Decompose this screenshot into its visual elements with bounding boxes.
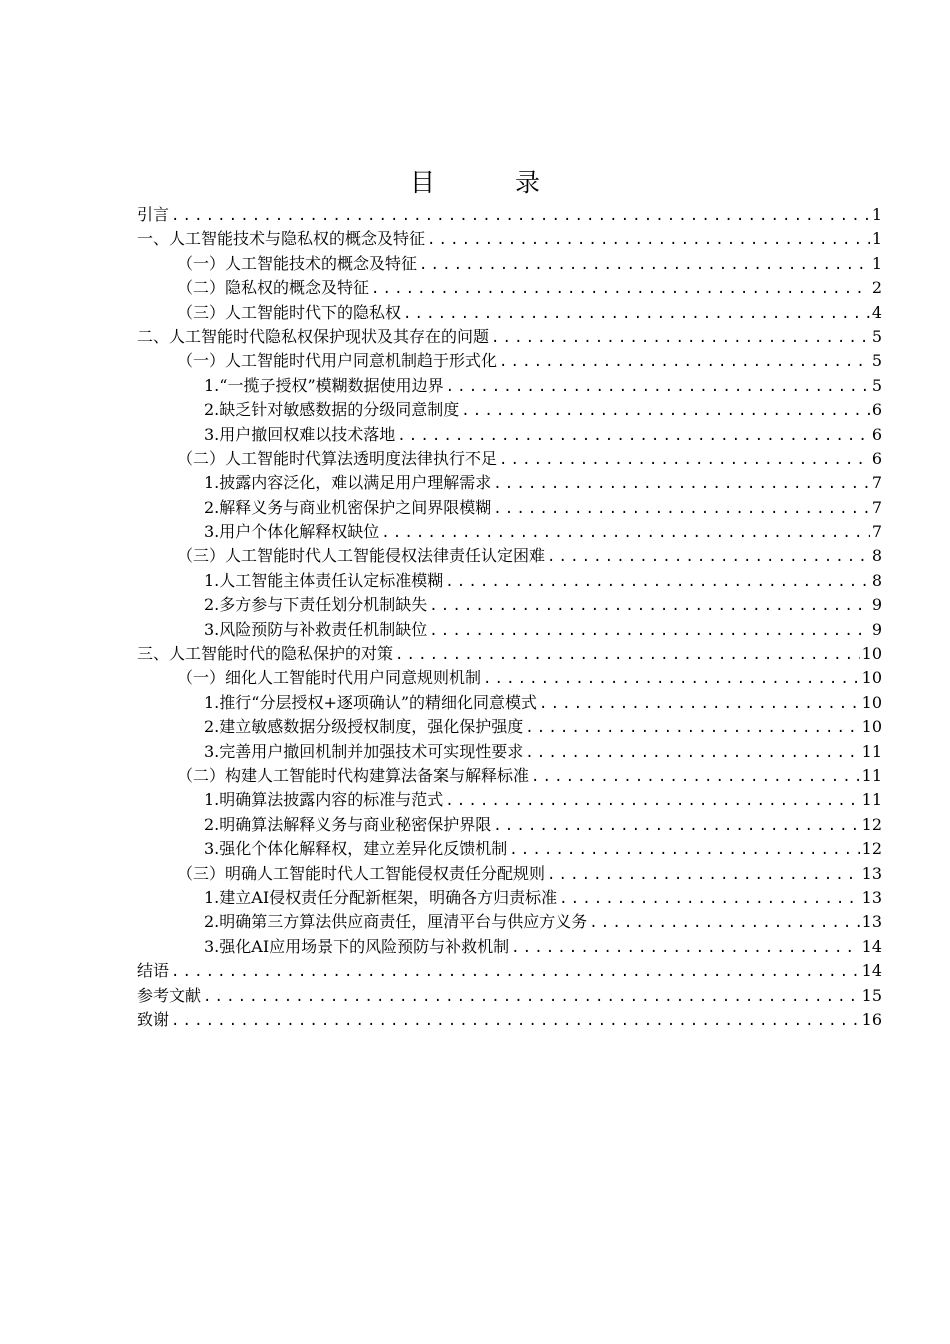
toc-entry-page-number: 13 [861, 887, 882, 907]
toc-entry-page-number: 1 [871, 253, 882, 273]
toc-entry-label: 2.建立敏感数据分级授权制度，强化保护强度 [204, 717, 524, 737]
toc-entry-page-number: 10 [861, 644, 882, 664]
toc-dot-leader [171, 960, 860, 984]
toc-entry[interactable] [137, 227, 882, 251]
toc-entry-label: 1.人工智能主体责任认定标准模糊 [204, 570, 444, 590]
toc-entry-page-number: 5 [871, 375, 882, 395]
toc-entry[interactable] [137, 886, 882, 910]
toc-dot-leader [445, 789, 859, 813]
toc-entry[interactable] [137, 276, 882, 300]
toc-entry[interactable] [137, 837, 882, 861]
toc-entry[interactable] [137, 813, 882, 837]
toc-entry-page-number: 10 [861, 717, 882, 737]
toc-entry-label: 二、人工智能时代隐私权保护现状及其存在的问题 [137, 326, 490, 346]
toc-entry-label: 结语 [137, 961, 170, 981]
toc-dot-leader [371, 277, 870, 301]
toc-entry-label: 1.披露内容泛化，难以满足用户理解需求 [204, 473, 492, 493]
toc-entry-page-number: 6 [871, 424, 882, 444]
toc-entry-label: 引言 [137, 205, 170, 224]
toc-entry-label: 3.用户个体化解释权缺位 [204, 522, 380, 542]
toc-entry-page-number: 11 [861, 790, 882, 810]
toc-entry-label: （一）细化人工智能时代用户同意规则机制 [177, 668, 482, 688]
toc-dot-leader [493, 814, 859, 838]
toc-dot-leader [203, 985, 860, 1009]
toc-entry-page-number: 2 [871, 278, 882, 298]
toc-entry-page-number: 1 [871, 205, 882, 224]
toc-entry-page-number: 10 [861, 668, 882, 688]
toc-entry[interactable] [137, 1008, 882, 1032]
toc-entry[interactable] [137, 569, 882, 593]
toc-entry-page-number: 13 [861, 863, 882, 883]
toc-dot-leader [461, 399, 870, 423]
toc-entry-label: （二）构建人工智能时代构建算法备案与解释标准 [177, 765, 530, 785]
toc-entry-label: （三）明确人工智能时代人工智能侵权责任分配规则 [177, 863, 546, 883]
toc-entry-page-number: 5 [871, 351, 882, 371]
toc-entry-label: 1.建立AI侵权责任分配新框架，明确各方归责标准 [204, 887, 558, 907]
toc-entry-page-number: 9 [871, 619, 882, 639]
toc-entry-page-number: 4 [871, 302, 882, 322]
toc-entry-label: 2.多方参与下责任划分机制缺失 [204, 595, 428, 615]
toc-entry[interactable] [137, 423, 882, 447]
toc-entry-label: 2.缺乏针对敏感数据的分级同意制度 [204, 400, 460, 420]
toc-entry-page-number: 16 [861, 1009, 882, 1029]
toc-dot-leader [525, 741, 859, 765]
toc-entry-label: （三）人工智能时代下的隐私权 [177, 302, 402, 322]
toc-entry[interactable] [137, 544, 882, 568]
toc-dot-leader [171, 1009, 860, 1033]
toc-entry-label: （三）人工智能时代人工智能侵权法律责任认定困难 [177, 546, 546, 566]
toc-entry-page-number: 6 [871, 448, 882, 468]
toc-entry-page-number: 14 [861, 961, 882, 981]
toc-entry[interactable] [137, 935, 882, 959]
toc-entry-page-number: 1 [871, 229, 882, 249]
toc-dot-leader [395, 643, 860, 667]
toc-entry-label: 3.用户撤回权难以技术落地 [204, 424, 396, 444]
toc-entry[interactable] [137, 252, 882, 276]
toc-entry[interactable] [137, 471, 882, 495]
toc-entry[interactable] [137, 666, 882, 690]
toc-entry[interactable] [137, 788, 882, 812]
toc-dot-leader [511, 936, 859, 960]
toc-entry-label: 3.强化AI应用场景下的风险预防与补救机制 [204, 936, 510, 956]
toc-dot-leader [483, 667, 860, 691]
toc-dot-leader [539, 692, 860, 716]
toc-entry[interactable] [137, 691, 882, 715]
toc-entry-label: 1.明确算法披露内容的标准与范式 [204, 790, 444, 810]
toc-entry-label: （一）人工智能技术的概念及特征 [177, 253, 418, 273]
toc-dot-leader [419, 253, 870, 277]
toc-dot-leader [531, 765, 860, 789]
toc-dot-leader [429, 594, 870, 618]
toc-entry[interactable] [137, 325, 882, 349]
toc-entry-page-number: 7 [871, 522, 882, 542]
toc-entry-label: 致谢 [137, 1009, 170, 1029]
toc-dot-leader [525, 716, 859, 740]
toc-entry-page-number: 13 [861, 912, 882, 932]
toc-entry-label: 3.风险预防与补救责任机制缺位 [204, 619, 428, 639]
toc-entry-page-number: 8 [871, 570, 882, 590]
toc-entry-label: （二）人工智能时代算法透明度法律执行不足 [177, 448, 498, 468]
toc-dot-leader [559, 887, 859, 911]
toc-entry-label: 1.推行“分层授权+逐项确认”的精细化同意模式 [204, 692, 538, 712]
toc-dot-leader [499, 350, 870, 374]
toc-entry[interactable] [137, 740, 882, 764]
toc-entry-label: 参考文献 [137, 985, 202, 1005]
toc-dot-leader [446, 375, 870, 399]
toc-dot-leader [589, 911, 859, 935]
toc-entry-label: 三、人工智能时代的隐私保护的对策 [137, 644, 394, 664]
toc-dot-leader [499, 448, 870, 472]
toc-dot-leader [429, 619, 870, 643]
toc-entry-label: 2.解释义务与商业机密保护之间界限模糊 [204, 497, 492, 517]
toc-entry[interactable] [137, 301, 882, 325]
toc-entry-page-number: 10 [861, 692, 882, 712]
toc-entry-page-number: 14 [861, 936, 882, 956]
toc-entry-label: 2.明确第三方算法供应商责任，厘清平台与供应方义务 [204, 912, 588, 932]
toc-entry-page-number: 9 [871, 595, 882, 615]
toc-entry-label: 3.强化个体化解释权，建立差异化反馈机制 [204, 839, 508, 859]
toc-entry-page-number: 8 [871, 546, 882, 566]
toc-dot-leader [509, 838, 859, 862]
toc-dot-leader [171, 204, 870, 228]
table-of-contents [137, 203, 882, 1032]
toc-dot-leader [493, 472, 870, 496]
toc-entry[interactable] [137, 984, 882, 1008]
toc-entry-page-number: 6 [871, 400, 882, 420]
toc-dot-leader [445, 570, 870, 594]
toc-entry-page-number: 12 [861, 839, 882, 859]
toc-entry[interactable] [137, 910, 882, 934]
toc-dot-leader [403, 302, 870, 326]
toc-entry[interactable] [137, 715, 882, 739]
toc-entry-label: 一、人工智能技术与隐私权的概念及特征 [137, 229, 426, 249]
toc-dot-leader [547, 545, 870, 569]
toc-entry-page-number: 11 [861, 741, 882, 761]
toc-entry-page-number: 11 [861, 765, 882, 785]
toc-entry[interactable] [137, 447, 882, 471]
toc-dot-leader [493, 497, 870, 521]
toc-dot-leader [491, 326, 870, 350]
toc-dot-leader [547, 863, 860, 887]
toc-entry-label: 2.明确算法解释义务与商业秘密保护界限 [204, 814, 492, 834]
toc-entry-page-number: 7 [871, 497, 882, 517]
toc-entry[interactable] [137, 959, 882, 983]
toc-dot-leader [427, 228, 870, 252]
toc-entry-page-number: 15 [861, 985, 882, 1005]
toc-entry-page-number: 5 [871, 326, 882, 346]
toc-entry[interactable] [137, 618, 882, 642]
toc-entry[interactable] [137, 520, 882, 544]
toc-entry-label: 3.完善用户撤回机制并加强技术可实现性要求 [204, 741, 524, 761]
toc-entry[interactable] [137, 642, 882, 666]
toc-entry-page-number: 7 [871, 473, 882, 493]
toc-entry-label: 1.“一揽子授权”模糊数据使用边界 [204, 375, 444, 395]
toc-dot-leader [397, 424, 870, 448]
toc-dot-leader [381, 521, 870, 545]
toc-entry-page-number: 12 [861, 814, 882, 834]
toc-entry[interactable] [137, 203, 882, 227]
toc-entry-label: （二）隐私权的概念及特征 [177, 278, 370, 298]
toc-entry[interactable] [137, 764, 882, 788]
toc-entry[interactable] [137, 398, 882, 422]
toc-entry[interactable] [137, 374, 882, 398]
toc-entry-label: （一）人工智能时代用户同意机制趋于形式化 [177, 351, 498, 371]
toc-title: 目 录 [410, 167, 576, 197]
toc-entry[interactable] [137, 349, 882, 373]
toc-entry[interactable] [137, 496, 882, 520]
toc-entry[interactable] [137, 593, 882, 617]
toc-entry[interactable] [137, 862, 882, 886]
